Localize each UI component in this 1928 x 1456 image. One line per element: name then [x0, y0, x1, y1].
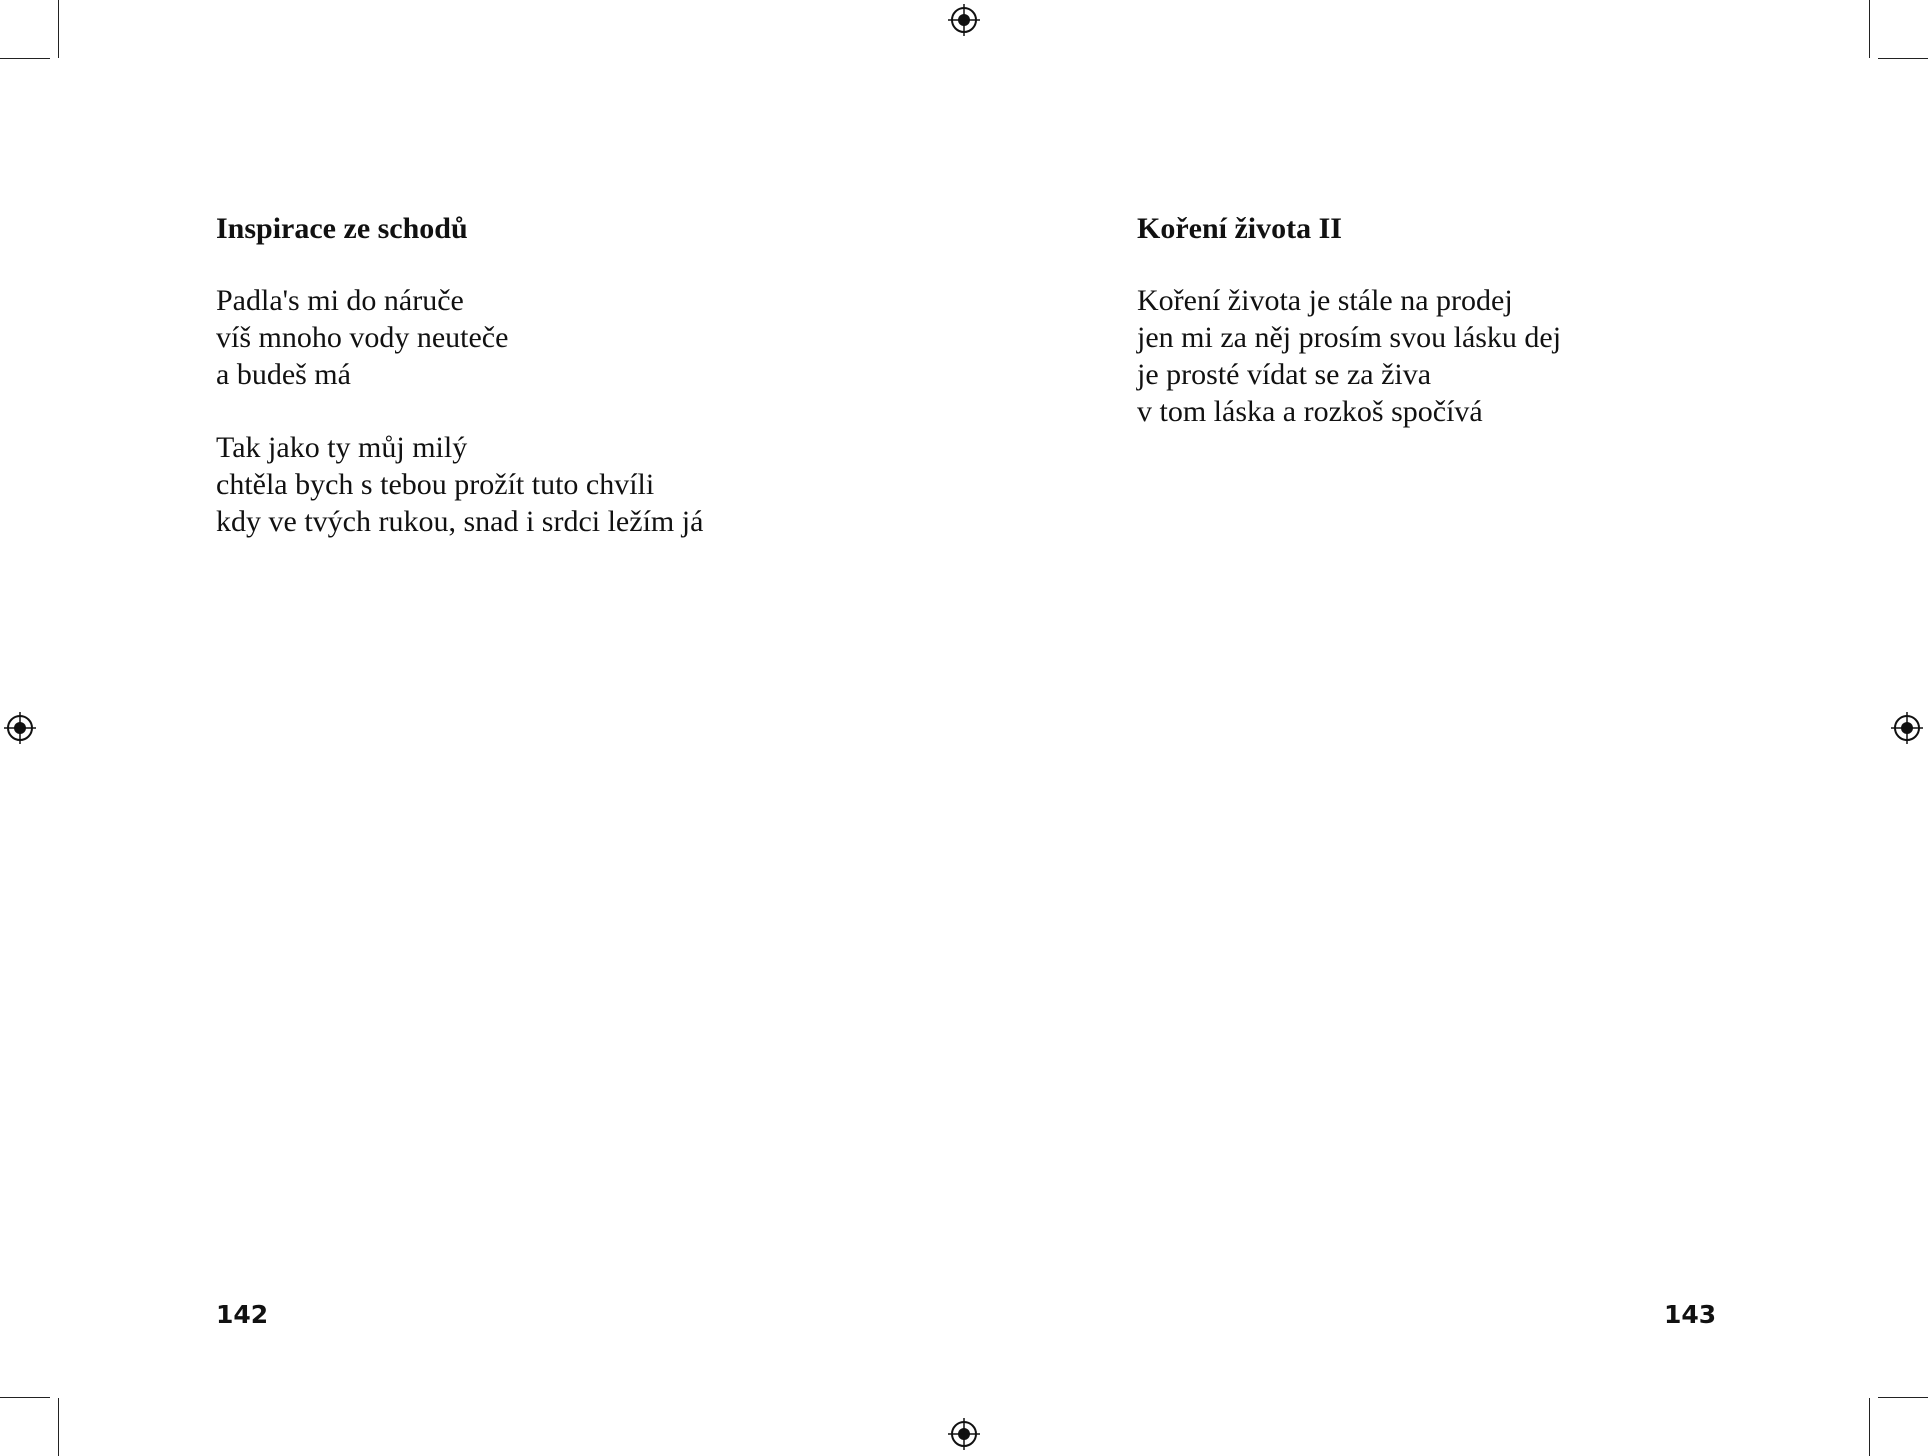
crop-mark-icon [58, 1398, 59, 1456]
right-page [964, 0, 1928, 1456]
page-number-right: 143 [1664, 1300, 1717, 1329]
crop-mark-icon [1869, 0, 1870, 58]
poem-line: Koření života je stále na prodej [1137, 284, 1513, 317]
registration-mark-icon [3, 711, 37, 745]
poem-koreni-zivota [1137, 208, 1561, 466]
poem-line: jen mi za něj prosím svou lásku dej [1137, 321, 1562, 354]
stanza [216, 282, 703, 393]
poem-line: v tom láska a rozkoš spočívá [1137, 395, 1483, 428]
registration-mark-icon [947, 1417, 981, 1451]
poem-line: Tak jako ty můj milý [216, 431, 468, 464]
crop-mark-icon [58, 0, 59, 58]
poem-line: kdy ve tvých rukou, snad i srdci ležím já [216, 505, 704, 538]
crop-mark-icon [1869, 1398, 1870, 1456]
stanza [216, 429, 703, 540]
poem-line: chtěla bych s tebou prožít tuto chvíli [216, 468, 655, 501]
poem-title: Inspirace ze schodů [216, 212, 468, 245]
crop-mark-icon [0, 1397, 50, 1398]
poem-line: je prosté vídat se za živa [1137, 358, 1432, 391]
poem-inspirace [216, 208, 703, 576]
poem-line: víš mnoho vody neuteče [216, 321, 509, 354]
stanza [1137, 282, 1561, 430]
registration-mark-icon [947, 3, 981, 37]
poem-line: Padla's mi do náruče [216, 284, 464, 317]
page-number-left: 142 [216, 1300, 269, 1329]
crop-mark-icon [0, 58, 50, 59]
crop-mark-icon [1878, 58, 1928, 59]
registration-mark-icon [1890, 711, 1924, 745]
poem-title: Koření života II [1137, 212, 1342, 245]
crop-mark-icon [1878, 1397, 1928, 1398]
poem-line: a budeš má [216, 358, 351, 391]
